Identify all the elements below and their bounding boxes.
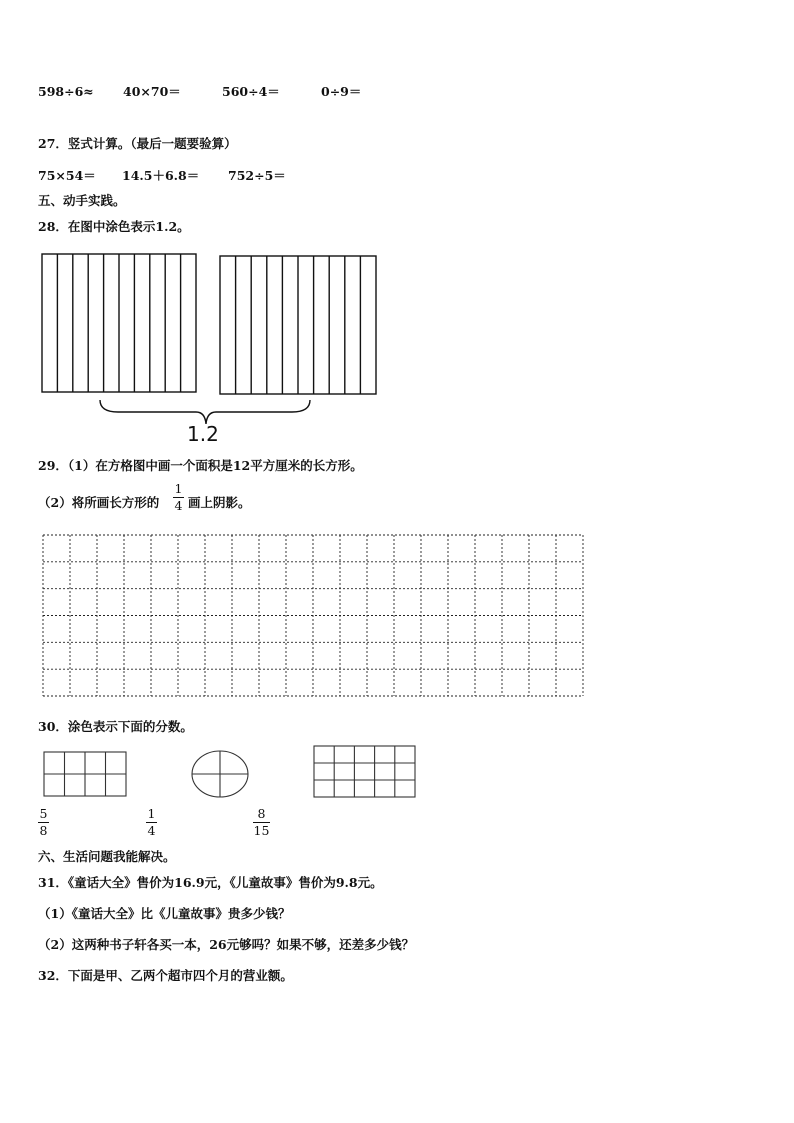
q30-fraction-1-denominator: 8: [39, 823, 48, 838]
q27-item-3: 752÷5＝: [228, 168, 286, 183]
q31-sub-1: （1）《童话大全》比《儿童故事》贵多少钱？: [38, 906, 291, 921]
q30-rect-5x3: [314, 746, 415, 797]
q30-fraction-2: [146, 807, 157, 838]
q30-fraction-3: [253, 807, 270, 838]
section-5-heading: 五、动手实践。: [38, 193, 126, 208]
oral-calc-3: 560÷4＝: [222, 84, 280, 99]
q30-rect-4x2: [44, 752, 126, 796]
oral-calc-2: 40×70＝: [123, 84, 181, 99]
q29-line-2-after: 画上阴影。: [188, 495, 251, 510]
q30-fraction-2-numerator: 1: [147, 806, 156, 821]
q32-title: 32．下面是甲、乙两个超市四个月的营业额。: [38, 968, 293, 983]
q28-brace-label: 1.2: [187, 422, 219, 446]
q27-item-1: 75×54＝: [38, 168, 96, 183]
q29-line-2-before: （2）将所画长方形的: [38, 495, 160, 510]
q30-fraction-1: [38, 807, 49, 838]
q29-line-1: 29．（1）在方格图中画一个面积是12平方厘米的长方形。: [38, 458, 363, 473]
q30-circle: [192, 751, 248, 797]
q30-fraction-3-numerator: 8: [257, 806, 266, 821]
q30-fraction-1-numerator: 5: [39, 806, 48, 821]
q31-title: 31．《童话大全》售价为16.9元，《儿童故事》售价为9.8元。: [38, 875, 383, 890]
q30-fraction-2-denominator: 4: [147, 823, 156, 838]
q31-sub-2: （2）这两种书子轩各买一本，26元够吗？如果不够，还差多少钱？: [38, 937, 415, 952]
section-6-heading: 六、生活问题我能解决。: [38, 849, 176, 864]
q29-fraction-numerator: 1: [174, 481, 183, 496]
q27-title: 27．竖式计算。（最后一题要验算）: [38, 136, 237, 151]
oral-calc-4: 0÷9＝: [321, 84, 362, 99]
q29-fraction-denominator: 4: [174, 498, 183, 513]
oral-calc-1: 598÷6≈: [38, 84, 94, 99]
q27-item-2: 14.5＋6.8＝: [122, 168, 200, 183]
q28-title: 28．在图中涂色表示1.2。: [38, 219, 190, 234]
q30-fraction-3-denominator: 15: [253, 823, 270, 838]
q30-title: 30．涂色表示下面的分数。: [38, 719, 193, 734]
